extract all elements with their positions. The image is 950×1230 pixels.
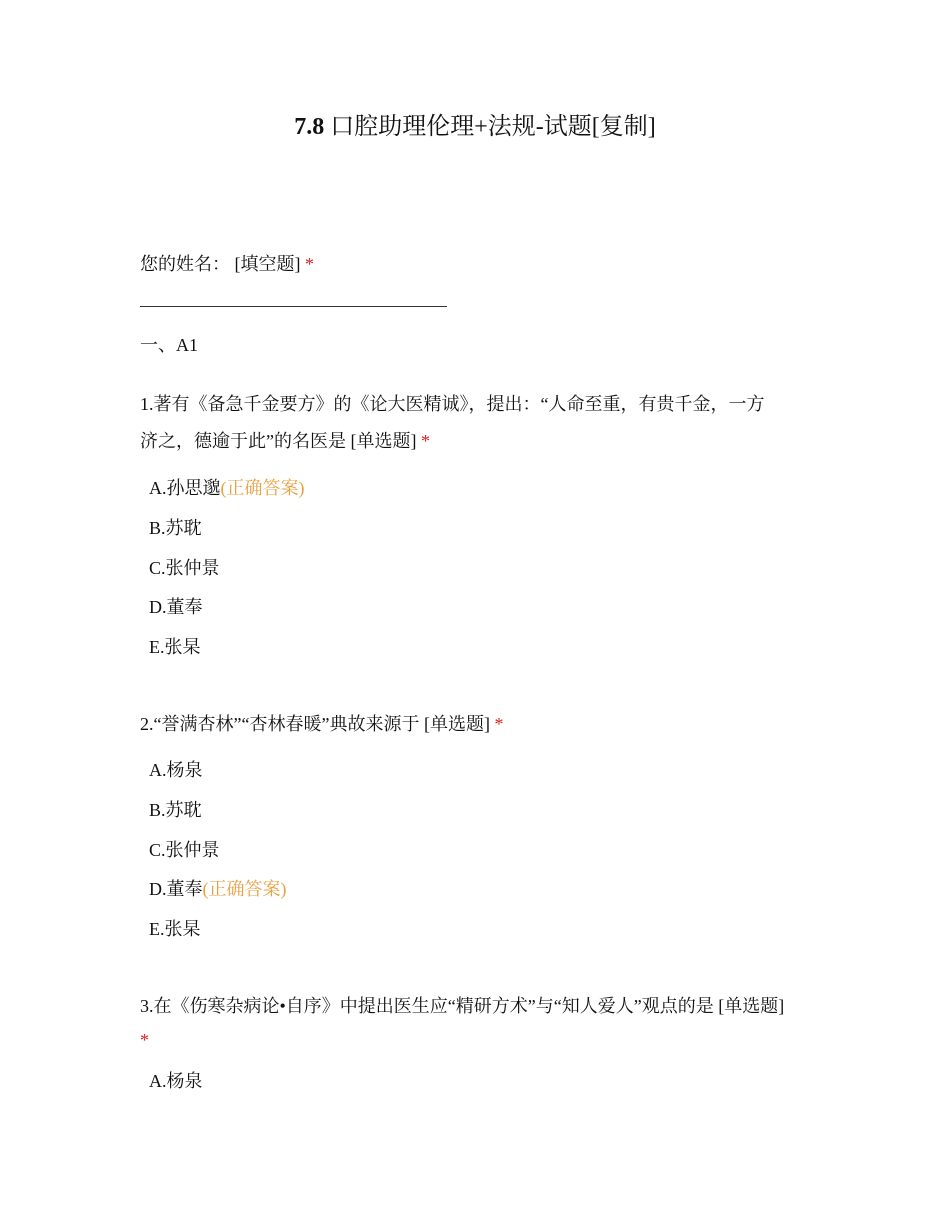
q2-option-d: D.董奉(正确答案) — [149, 879, 287, 899]
q2-option-b: B.苏耽 — [149, 800, 202, 820]
q2-option-c: C.张仲景 — [149, 840, 220, 860]
question-1-text: 1.著有《备急千金要方》的《论大医精诚》，提出：“人命至重，有贵千金，一方 — [140, 394, 765, 414]
section-heading: 一、A1 — [140, 335, 198, 355]
question-2-text: 2.“誉满杏林”“杏林春暖”典故来源于 [单选题] * — [140, 714, 504, 734]
q1-option-e: E.张杲 — [149, 637, 201, 657]
page-title: 7.8 口腔助理伦理+法规-试题[复制] — [294, 114, 656, 140]
q1-option-a: A.孙思邈(正确答案) — [149, 478, 305, 498]
question-3-text: 3.在《伤寒杂病论•自序》中提出医生应“精研方术”与“知人爱人”观点的是 [单选题] — [140, 996, 785, 1016]
name-question: 您的姓名： [填空题] * — [140, 254, 314, 274]
question-1-text-cont: 济之，德逾于此”的名医是 [单选题] * — [140, 431, 430, 451]
required-mark: * — [140, 1030, 149, 1050]
required-mark: * — [305, 254, 314, 274]
name-input-blank[interactable] — [140, 306, 447, 307]
q2-option-a: A.杨泉 — [149, 760, 203, 780]
q1-option-c: C.张仲景 — [149, 558, 220, 578]
q1-option-d: D.董奉 — [149, 597, 203, 617]
correct-answer-label: (正确答案) — [220, 478, 305, 498]
correct-answer-label: (正确答案) — [202, 879, 287, 899]
q1-option-b: B.苏耽 — [149, 518, 202, 538]
q3-option-a: A.杨泉 — [149, 1071, 203, 1091]
q2-option-e: E.张杲 — [149, 919, 201, 939]
